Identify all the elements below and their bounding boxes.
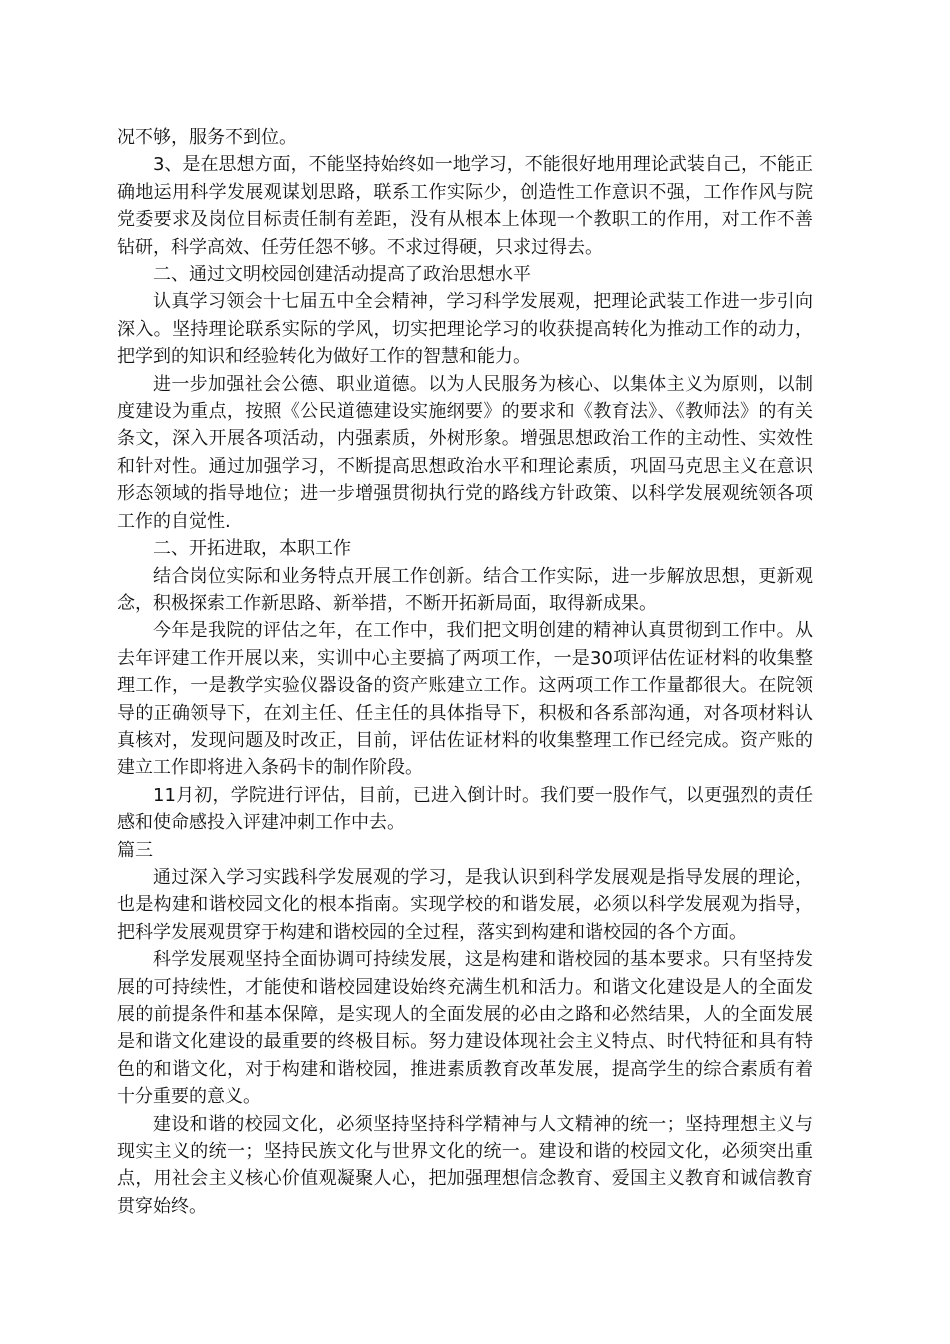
paragraph-evaluation: 今年是我院的评估之年，在工作中，我们把文明创建的精神认真贯彻到工作中。从去年评建工作开展以来，实训中心主要搞了两项工作，一是30项评估佐证材料的收集整理工作，一是教学实验仪器设备的资产账建立工作。这两项工作工作量都很大。在院领导的正确领导下，在刘主任、任主任的具体指导下，积极和各系部沟通，对各项材料认真核对，发现问题及时改正，目前，评估佐证材料的收集整理工作已经完成。资产账的建立工作即将进入条码卡的制作阶段。 — [117, 620, 813, 779]
paragraph-theory-study: 认真学习领会十七届五中全会精神，学习科学发展观，把理论武装工作进一步引向深入。坚持理论联系实际的学风，切实把理论学习的收获提高转化为推动工作的动力，把学到的知识和经验转化为做好工作的智慧和能力。 — [117, 291, 813, 368]
document-body — [117, 124, 813, 1220]
part-heading-3: 篇三 — [117, 839, 153, 861]
paragraph-ethics: 进一步加强社会公德、职业道德。以为人民服务为核心、以集体主义为原则，以制度建设为重点，按照《公民道德建设实施纲要》的要求和《教育法》、《教师法》的有关条文，深入开展各项活动，内强素质，外树形象。增强思想政治工作的主动性、实效性和针对性。通过加强学习，不断提高思想政治水平和理论素质，巩固马克思主义在意识形态领域的指导地位；进一步增强贯彻执行党的路线方针政策、以科学发展观统领各项工作的自觉性. — [117, 373, 813, 532]
paragraph-countdown: 11月初，学院进行评估，目前，已进入倒计时。我们要一股作气，以更强烈的责任感和使命感投入评建冲刺工作中去。 — [117, 784, 813, 834]
section-heading-work: 二、开拓进取，本职工作 — [153, 538, 351, 560]
paragraph-innovation: 结合岗位实际和业务特点开展工作创新。结合工作实际，进一步解放思想，更新观念，积极探索工作新思路、新举措，不断开拓新局面，取得新成果。 — [117, 565, 813, 614]
paragraph-sustainable: 科学发展观坚持全面协调可持续发展，这是构建和谐校园的基本要求。只有坚持发展的可持续性，才能使和谐校园建设始终充满生机和活力。和谐文化建设是人的全面发展的前提条件和基本保障，是实现人的全面发展的必由之路和必然结果，人的全面发展是和谐文化建设的最重要的终极目标。努力建设体现社会主义特点、时代特征和具有特色的和谐文化，对于构建和谐校园，推进素质教育改革发展，提高学生的综合素质有着十分重要的意义。 — [117, 949, 813, 1108]
paragraph-harmony-intro: 通过深入学习实践科学发展观的学习，是我认识到科学发展观是指导发展的理论，也是构建和谐校园文化的根本指南。实现学校的和谐发展，必须以科学发展观为指导，把科学发展观贯穿于构建和谐校园的全过程，落实到构建和谐校园的各个方面。 — [117, 866, 813, 943]
paragraph-continuation: 况不够，服务不到位。 — [117, 127, 297, 148]
paragraph-campus-culture: 建设和谐的校园文化，必须坚持坚持科学精神与人文精神的统一；坚持理想主义与现实主义的统一；坚持民族文化与世界文化的统一。建设和谐的校园文化，必须突出重点，用社会主义核心价值观凝聚人心，把加强理想信念教育、爱国主义教育和诚信教育贯穿始终。 — [117, 1113, 813, 1217]
section-heading-political: 二、通过文明校园创建活动提高了政治思想水平 — [153, 264, 531, 286]
paragraph-point-3: 3、是在思想方面，不能坚持始终如一地学习，不能很好地用理论武装自己，不能正确地运用科学发展观谋划思路，联系工作实际少，创造性工作意识不强，工作作风与院党委要求及岗位目标责任制有差距，没有从根本上体现一个教职工的作用，对工作不善钻研，科学高效、任劳任怨不够。不求过得硬，只求过得去。 — [117, 154, 813, 258]
